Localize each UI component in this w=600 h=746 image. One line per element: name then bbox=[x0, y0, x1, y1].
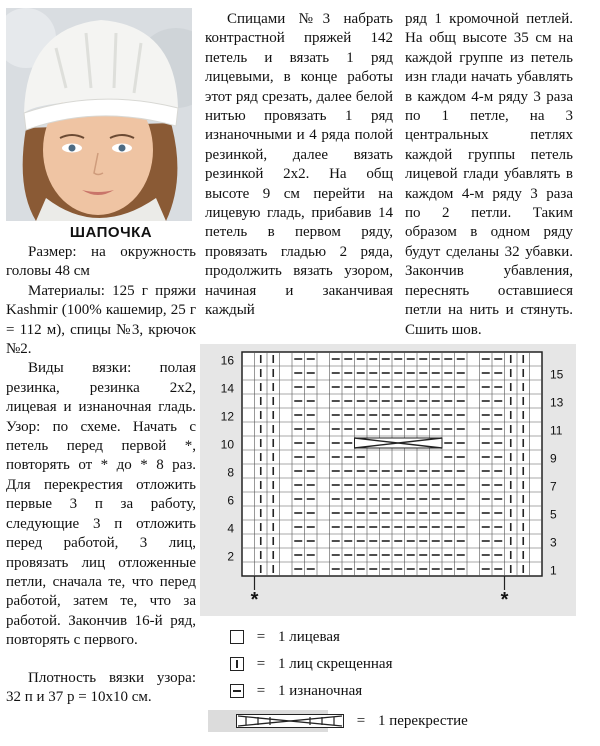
text-column-3 bbox=[405, 10, 573, 340]
row-number-left: 16 bbox=[220, 353, 234, 368]
legend-label-cross: 1 перекрестие bbox=[378, 712, 468, 729]
repeat-marker: * bbox=[500, 589, 509, 611]
legend-label-knit: 1 лицевая bbox=[278, 628, 340, 645]
repeat-marker: * bbox=[250, 589, 259, 611]
stitches-paragraph: Виды вязки: полая резинка, резинка 2х2, лицевая и изнаночная гладь. Узор: по схеме. Начать с петель перед первой *, повторять от * до * 8 раз. Для перекрестия отложить первые 3 п за работу, следующие 3 п отложить перед работой, 3 лиц, провязать лиц отложенные петли, сначала те, что перед работой, затем те, что за работой. Закончив 16-й ряд, повторять с первого. bbox=[6, 360, 196, 649]
size-paragraph: Размер: на окружность головы 48 см bbox=[6, 244, 196, 280]
row-number-left: 12 bbox=[220, 409, 234, 424]
legend-equals: = bbox=[256, 628, 266, 645]
legend-equals: = bbox=[256, 682, 266, 699]
materials-paragraph: Материалы: 125 г пряжи Kashmir (100% кашемир, 25 г = 112 м), спицы №3, крючок №2. bbox=[6, 282, 196, 358]
row-number-right: 3 bbox=[550, 535, 557, 550]
instructions-paragraph-1: Спицами №3 набрать контрастной пряжей 142 петель и вязать 1 ряд лицевыми, в конце работы этот ряд срезать, далее белой нитью провязать 1 ряд изнаночными и 4 ряда полой резинкой, далее вязать резинкой 2х2. На общ высоте 9 см перейти на лицевую гладь, прибавив 14 петель в первом ряду, провязать гладью 2 ряда, продолжить вязать узором, начиная и заканчивая каждый bbox=[205, 11, 393, 319]
legend-item-twisted bbox=[230, 653, 392, 675]
row-number-right: 13 bbox=[550, 395, 564, 410]
instructions-paragraph-2: ряд 1 кромочной петлей. На общ высоте 35 см на каждой группе из петель изн глади начать убавлять в каждом 4-м ряду 3 раза по 1 петле, на 3 центральных петлях каждой группы петель лицевой глади убавлять в каждом 4-м ряду 3 раза по 2 петли. Таким образом в одном ряду будут сделаны 32 убавки. Закончив убавления, переснять оставшиеся петли на нить и стянуть. Сшить шов. bbox=[405, 11, 573, 338]
text-column-1 bbox=[6, 243, 196, 707]
twisted-knit-icon bbox=[230, 657, 244, 671]
photo-illustration bbox=[6, 8, 192, 221]
legend-item-knit bbox=[230, 626, 340, 648]
row-number-left: 6 bbox=[227, 493, 234, 508]
row-number-right: 15 bbox=[550, 367, 564, 382]
row-number-left: 14 bbox=[220, 381, 234, 396]
legend-equals: = bbox=[256, 655, 266, 672]
row-number-right: 11 bbox=[550, 423, 563, 438]
legend-label-purl: 1 изнаночная bbox=[278, 682, 363, 699]
article-title: ШАПОЧКА bbox=[69, 224, 153, 241]
row-number-left: 2 bbox=[227, 549, 234, 564]
purl-stitch-icon bbox=[230, 684, 244, 698]
row-number-right: 1 bbox=[550, 563, 557, 578]
row-number-left: 4 bbox=[227, 521, 234, 536]
legend-item-purl bbox=[230, 680, 362, 702]
row-number-left: 8 bbox=[227, 465, 234, 480]
legend-label-twisted: 1 лиц скрещенная bbox=[278, 655, 393, 672]
row-number-right: 7 bbox=[550, 479, 557, 494]
row-number-right: 5 bbox=[550, 507, 557, 522]
row-number-right: 9 bbox=[550, 451, 557, 466]
chart-grid bbox=[200, 344, 576, 616]
cross-stitch-icon bbox=[236, 713, 344, 729]
legend-item-cross bbox=[236, 710, 468, 732]
chart-legend bbox=[200, 616, 576, 738]
gauge-paragraph: Плотность вязки узора: 32 п и 37 р = 10х10 см. bbox=[6, 669, 196, 705]
knit-stitch-icon bbox=[230, 630, 244, 644]
knitting-chart bbox=[200, 344, 576, 616]
row-number-left: 10 bbox=[220, 437, 234, 452]
text-column-2 bbox=[205, 10, 393, 321]
legend-equals: = bbox=[356, 712, 366, 729]
photo-hat-model bbox=[6, 8, 192, 221]
